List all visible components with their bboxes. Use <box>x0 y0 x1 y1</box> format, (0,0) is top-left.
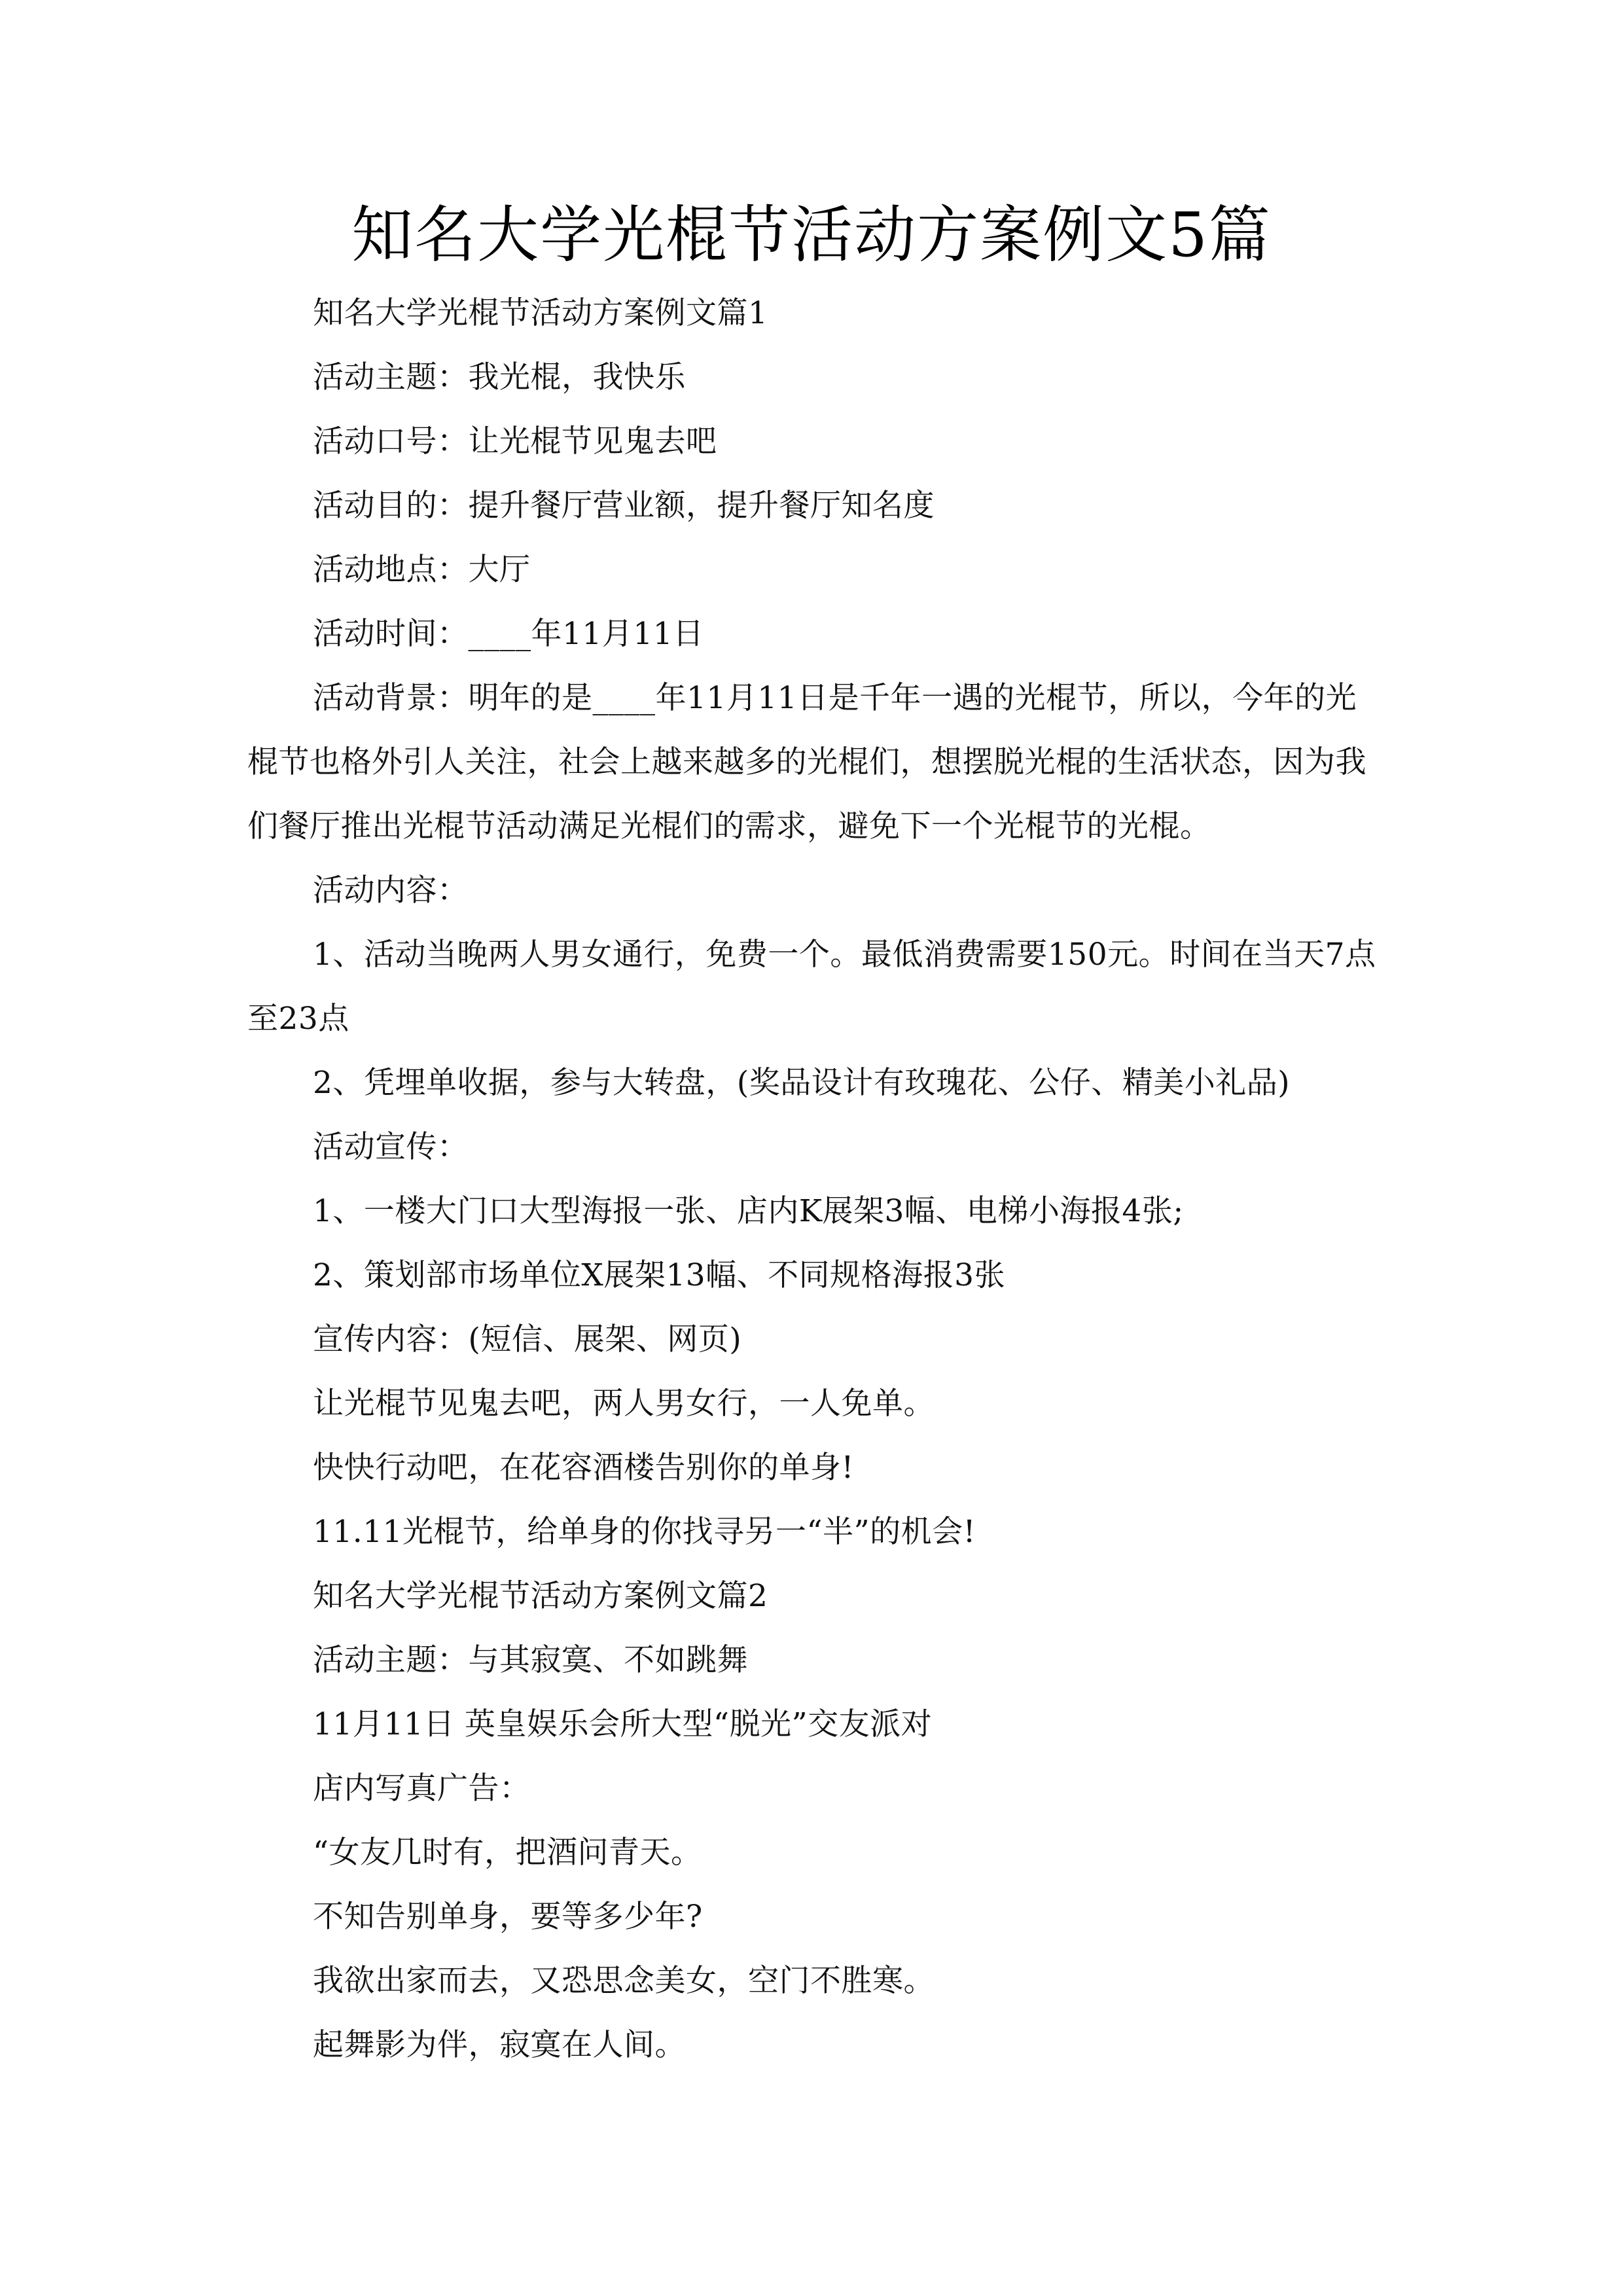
paragraph: 宣传内容：(短信、展架、网页) <box>313 1321 742 1357</box>
paragraph: 我欲出家而去，又恐思念美女，空门不胜寒。 <box>313 1963 935 1999</box>
paragraph: 活动内容： <box>313 872 469 908</box>
paragraph: 活动宣传： <box>313 1129 469 1165</box>
document-title: 知名大学光棍节活动方案例文5篇 <box>351 200 1272 271</box>
paragraph: 活动地点：大厅 <box>313 552 531 588</box>
paragraph: 11月11日 英皇娱乐会所大型“脱光”交友派对 <box>313 1706 933 1742</box>
paragraph: 快快行动吧，在花容酒楼告别你的单身! <box>313 1450 854 1486</box>
paragraph: 2、凭埋单收据，参与大转盘，(奖品设计有玫瑰花、公仔、精美小礼品) <box>313 1065 1291 1101</box>
paragraph: 1、一楼大门口大型海报一张、店内K展架3幅、电梯小海报4张; <box>313 1193 1184 1229</box>
paragraph: 不知告别单身，要等多少年? <box>313 1899 703 1935</box>
paragraph: 活动口号：让光棍节见鬼去吧 <box>313 423 717 459</box>
paragraph: 活动背景：明年的是____年11月11日是千年一遇的光棍节，所以，今年的光棍节也格外引人关注，社会上越来越多的光棍们，想摆脱光棍的生活状态，因为我们餐厅推出光棍节活动满足光棍们的需求，避免下一个光棍节的光棍。 <box>247 680 1366 844</box>
paragraph: 活动时间：____年11月11日 <box>313 616 704 652</box>
paragraph: 起舞影为伴，寂寞在人间。 <box>313 2027 686 2063</box>
paragraph: 店内写真广告： <box>313 1770 531 1806</box>
paragraph: 让光棍节见鬼去吧，两人男女行，一人免单。 <box>313 1386 935 1422</box>
document-body <box>247 281 1380 2077</box>
paragraph: 活动目的：提升餐厅营业额，提升餐厅知名度 <box>313 488 935 524</box>
paragraph: 知名大学光棍节活动方案例文篇2 <box>313 1578 768 1614</box>
paragraph: 活动主题：我光棍，我快乐 <box>313 359 686 395</box>
paragraph: 知名大学光棍节活动方案例文篇1 <box>313 295 768 331</box>
paragraph: 2、策划部市场单位X展架13幅、不同规格海报3张 <box>313 1257 1006 1293</box>
paragraph: 1、活动当晚两人男女通行，免费一个。最低消费需要150元。时间在当天7点至23点 <box>247 937 1376 1037</box>
paragraph: “女友几时有，把酒问青天。 <box>313 1835 702 1871</box>
paragraph: 11.11光棍节，给单身的你找寻另一“半”的机会! <box>313 1514 976 1550</box>
paragraph: 活动主题：与其寂寞、不如跳舞 <box>313 1642 748 1678</box>
